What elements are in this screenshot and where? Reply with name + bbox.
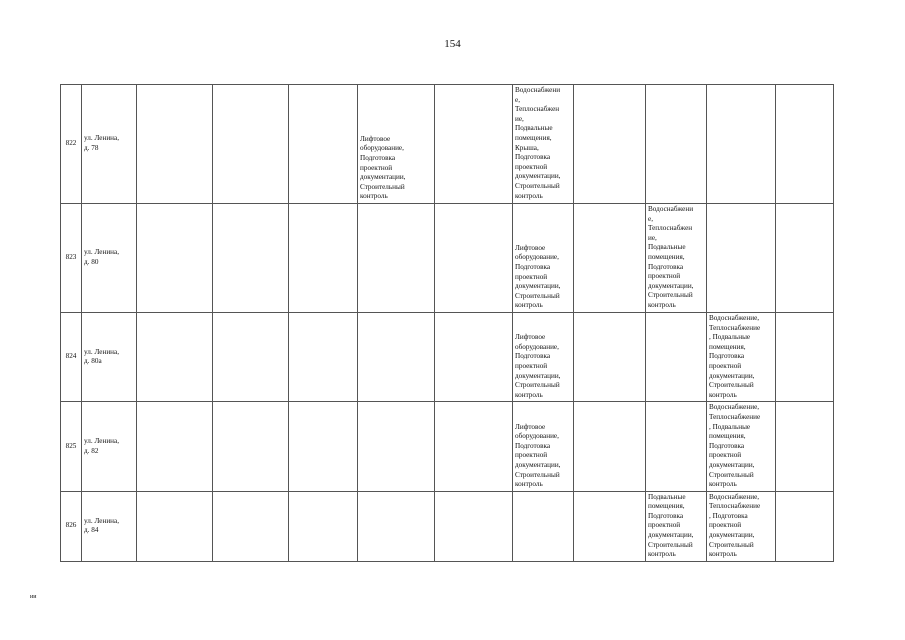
row-number: 824: [61, 313, 82, 402]
address-cell: ул. Ленина, д. 80а: [82, 313, 137, 402]
empty-cell: [289, 313, 358, 402]
address-cell: ул. Ленина, д. 80: [82, 204, 137, 313]
empty-cell: [137, 313, 213, 402]
empty-cell: [574, 313, 646, 402]
table-row: [61, 491, 834, 561]
row-number: 823: [61, 204, 82, 313]
work-list-cell: [646, 402, 707, 491]
row-number: 822: [61, 85, 82, 204]
work-list-cell: [358, 204, 435, 313]
empty-cell: [574, 402, 646, 491]
work-list-cell: Лифтовое оборудование, Подготовка проектной документации, Строительный контроль: [513, 313, 574, 402]
row-number: 825: [61, 402, 82, 491]
empty-cell: [435, 313, 513, 402]
work-list-cell: Водоснабжение, Теплоснабжение , Подготовка проектной документации, Строительный контроль: [707, 491, 776, 561]
work-list-cell: [513, 491, 574, 561]
empty-cell: [435, 491, 513, 561]
empty-cell: [137, 402, 213, 491]
empty-cell: [574, 491, 646, 561]
work-list-cell: [358, 313, 435, 402]
work-list-cell: [358, 491, 435, 561]
work-list-cell: [646, 313, 707, 402]
empty-cell: [574, 85, 646, 204]
table-row: [61, 204, 834, 313]
row-number: 826: [61, 491, 82, 561]
work-list-cell: [646, 85, 707, 204]
repair-schedule-table: [60, 84, 834, 562]
empty-cell: [137, 85, 213, 204]
empty-cell: [137, 491, 213, 561]
work-list-cell: Водоснабжение, Теплоснабжение , Подвальные помещения, Подготовка проектной документации, Строительный контроль: [707, 402, 776, 491]
table-row: [61, 85, 834, 204]
work-list-cell: Подвальные помещения, Подготовка проектной документации, Строительный контроль: [646, 491, 707, 561]
empty-cell: [213, 402, 289, 491]
work-list-cell: Лифтовое оборудование, Подготовка проектной документации, Строительный контроль: [513, 204, 574, 313]
table-row: [61, 313, 834, 402]
empty-cell: [776, 85, 834, 204]
work-list-cell: Водоснабжени е, Теплоснабжен ие, Подвальные помещения, Крыша, Подготовка проектной документации, Строительный контроль: [513, 85, 574, 204]
empty-cell: [137, 204, 213, 313]
page-number: 154: [444, 38, 461, 50]
work-list-cell: [358, 402, 435, 491]
empty-cell: [574, 204, 646, 313]
table-row: [61, 402, 834, 491]
empty-cell: [213, 313, 289, 402]
empty-cell: [435, 204, 513, 313]
empty-cell: [776, 402, 834, 491]
empty-cell: [435, 402, 513, 491]
empty-cell: [213, 204, 289, 313]
work-list-cell: Водоснабжени е, Теплоснабжен ие, Подвальные помещения, Подготовка проектной документации, Строительный контроль: [646, 204, 707, 313]
address-cell: ул. Ленина, д. 84: [82, 491, 137, 561]
empty-cell: [776, 313, 834, 402]
empty-cell: [289, 402, 358, 491]
work-list-cell: [707, 204, 776, 313]
work-list-cell: Лифтовое оборудование, Подготовка проектной документации, Строительный контроль: [513, 402, 574, 491]
work-list-cell: Водоснабжение, Теплоснабжение , Подвальные помещения, Подготовка проектной документации, Строительный контроль: [707, 313, 776, 402]
work-list-cell: [707, 85, 776, 204]
empty-cell: [776, 491, 834, 561]
empty-cell: [289, 204, 358, 313]
address-cell: ул. Ленина, д. 78: [82, 85, 137, 204]
footer-mark: ии: [30, 594, 37, 600]
empty-cell: [776, 204, 834, 313]
empty-cell: [289, 491, 358, 561]
empty-cell: [213, 491, 289, 561]
address-cell: ул. Ленина, д. 82: [82, 402, 137, 491]
empty-cell: [289, 85, 358, 204]
work-list-cell: Лифтовое оборудование, Подготовка проектной документации, Строительный контроль: [358, 85, 435, 204]
empty-cell: [213, 85, 289, 204]
empty-cell: [435, 85, 513, 204]
